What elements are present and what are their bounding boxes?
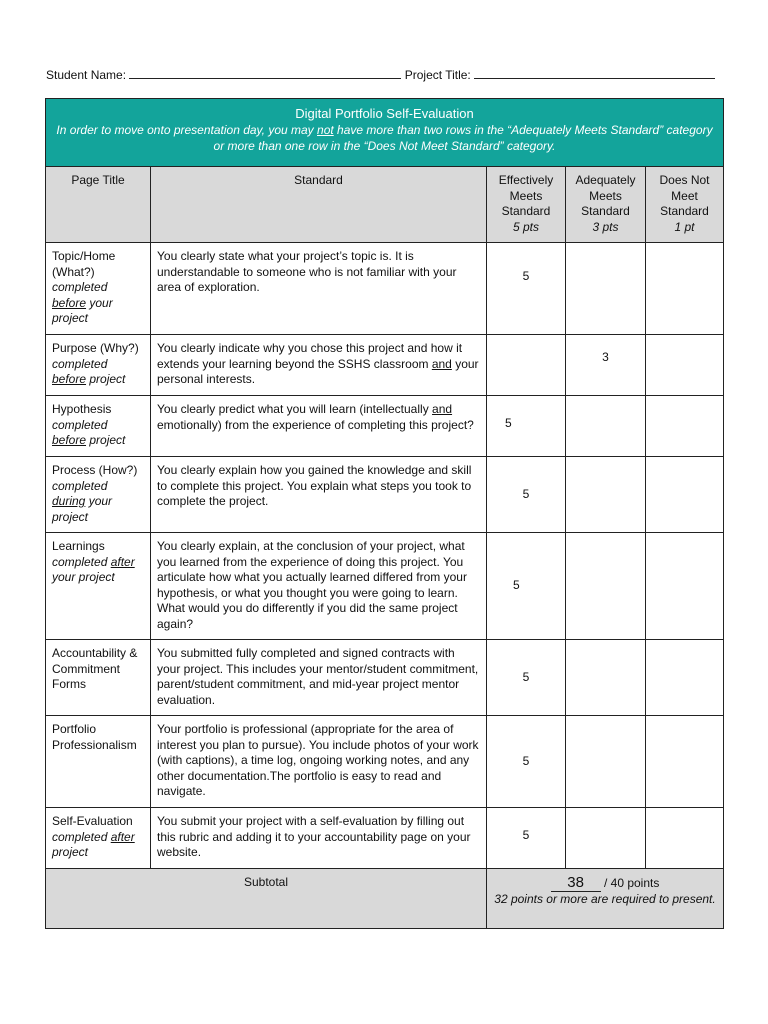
score-does-not[interactable]: [646, 396, 724, 457]
score-effectively[interactable]: 5: [487, 457, 566, 533]
row-title-cell: [46, 335, 151, 396]
col-effectively: [487, 167, 566, 243]
col-adequately-label: Adequately Meets Standard: [575, 173, 636, 218]
row-note: completed: [52, 356, 108, 371]
standard-text-1: You clearly indicate why you chose this project and how it extends your learning beyond the SSHS classroom: [157, 341, 463, 371]
standard-underlined: and: [432, 402, 453, 416]
standard-text-2: your personal interests.: [157, 356, 479, 386]
col-adequately-pts: 3 pts: [592, 219, 619, 234]
col-adequately: [566, 167, 646, 243]
row-title: Purpose (Why?): [52, 341, 139, 355]
row-note-end: your project: [52, 295, 113, 325]
col-does-not: [646, 167, 724, 243]
row-note-end: project: [86, 433, 126, 447]
score-effectively[interactable]: 5: [487, 243, 566, 335]
row-title-cell: Portfolio Professionalism: [46, 716, 151, 808]
subtotal-label: Subtotal: [46, 869, 487, 929]
score-does-not[interactable]: [646, 243, 724, 335]
row-note: completed: [52, 554, 111, 569]
row-title-cell: [46, 396, 151, 457]
row-title: Self-Evaluation: [52, 814, 133, 828]
row-note-underlined: before: [52, 372, 87, 386]
score-adequately[interactable]: [566, 808, 646, 869]
row-title-cell: Accountability & Commitment Forms: [46, 640, 151, 716]
instructions-text-2: have more than two rows in the “Adequately Meets Standard” category or more than one row in the “Does Not Meet Standard” category.: [213, 123, 713, 153]
score-effectively[interactable]: [487, 335, 566, 396]
standard-underlined: and: [431, 356, 452, 371]
score-effectively[interactable]: 5: [487, 533, 566, 640]
table-row: [46, 716, 724, 808]
table-row: [46, 457, 724, 533]
score-adequately[interactable]: 3: [566, 335, 646, 396]
score-does-not[interactable]: [646, 716, 724, 808]
row-note-end: your project: [52, 570, 115, 584]
row-note-underlined: after: [110, 829, 135, 844]
score-does-not[interactable]: [646, 335, 724, 396]
score-adequately[interactable]: [566, 640, 646, 716]
row-note: completed: [52, 829, 111, 844]
row-standard: You submitted fully completed and signed contracts with your project. This includes your mentor/student commitment, parent/student commitment, and mid-year project mentor evaluation.: [151, 640, 487, 716]
score-does-not[interactable]: [646, 533, 724, 640]
subtotal-score[interactable]: 38: [551, 875, 601, 892]
score-effectively[interactable]: 5: [487, 396, 566, 457]
standard-text-2: emotionally) from the experience of completing this project?: [157, 417, 474, 432]
row-standard: You clearly state what your project’s topic is. It is understandable to someone who is not familiar with your area of exploration.: [151, 243, 487, 335]
score-does-not[interactable]: [646, 457, 724, 533]
col-standard: Standard: [151, 167, 487, 243]
row-note-underlined: before: [52, 295, 87, 310]
row-note-end: your project: [52, 494, 113, 524]
row-note: completed: [52, 417, 108, 432]
rubric-table: [45, 98, 724, 929]
row-note-underlined: after: [110, 554, 135, 569]
subtotal-requirement: 32 points or more are required to present.: [494, 891, 716, 906]
student-name-label: Student Name:: [46, 68, 127, 82]
row-note-end: project: [86, 372, 126, 386]
score-adequately[interactable]: [566, 396, 646, 457]
score-effectively[interactable]: 5: [487, 640, 566, 716]
row-note-underlined: during: [52, 494, 86, 508]
student-name-field[interactable]: [129, 66, 401, 79]
row-title: Hypothesis: [52, 402, 112, 416]
subtotal-max: / 40 points: [600, 876, 660, 890]
table-row: [46, 243, 724, 335]
row-note-end: project: [52, 845, 89, 859]
instructions-not: not: [317, 123, 334, 137]
standard-text-1: You clearly predict what you will learn (intellectually: [157, 402, 433, 416]
score-adequately[interactable]: [566, 457, 646, 533]
row-note: completed: [52, 478, 108, 493]
table-row: [46, 396, 724, 457]
table-row: [46, 640, 724, 716]
project-title-label: Project Title:: [404, 68, 471, 82]
subtotal-row: [46, 869, 724, 929]
row-title-cell: [46, 808, 151, 869]
rubric-title: Digital Portfolio Self-Evaluation: [295, 106, 474, 121]
score-does-not[interactable]: [646, 808, 724, 869]
score-effectively[interactable]: 5: [487, 716, 566, 808]
student-info-line: [46, 66, 722, 82]
row-standard: You clearly explain, at the conclusion of your project, what you learned from the experience of doing this project. You articulate how what you actually learned differed from your hypothesis, or what you thought you were going to learn. What would you do differently if you did the same project again?: [151, 533, 487, 640]
row-title: Learnings: [52, 539, 105, 553]
row-note-underlined: before: [52, 433, 87, 447]
score-adequately[interactable]: [566, 243, 646, 335]
instructions-text-1: In order to move onto presentation day, you may: [56, 123, 318, 137]
row-standard: Your portfolio is professional (appropriate for the area of interest you plan to pursue). You include photos of your work (with captions), a time log, ongoing working notes, and any other documentation.The portfolio is easy to read and navigate.: [151, 716, 487, 808]
table-row: [46, 335, 724, 396]
row-standard: [151, 335, 487, 396]
col-effectively-label: Effectively Meets Standard: [498, 173, 554, 218]
column-header-row: [46, 167, 724, 243]
score-adequately[interactable]: [566, 533, 646, 640]
col-does-not-label: Does Not Meet Standard: [659, 173, 710, 218]
col-does-not-pts: 1 pt: [674, 219, 695, 234]
col-effectively-pts: 5 pts: [512, 219, 539, 234]
table-row: [46, 808, 724, 869]
col-page-title: Page Title: [46, 167, 151, 243]
row-standard: [151, 396, 487, 457]
score-does-not[interactable]: [646, 640, 724, 716]
rubric-banner: [46, 99, 724, 167]
row-standard: You clearly explain how you gained the knowledge and skill to complete this project. You explain what steps you took to complete the project.: [151, 457, 487, 533]
subtotal-value-cell: [487, 869, 724, 929]
row-title-cell: [46, 457, 151, 533]
score-effectively[interactable]: 5: [487, 808, 566, 869]
table-row: [46, 533, 724, 640]
row-title: Process (How?): [52, 463, 138, 477]
row-title-cell: [46, 533, 151, 640]
row-title: Topic/Home (What?): [52, 249, 116, 279]
score-adequately[interactable]: [566, 716, 646, 808]
row-standard: You submit your project with a self-evaluation by filling out this rubric and adding it to your accountability page on your website.: [151, 808, 487, 869]
rubric-instructions: [54, 122, 715, 154]
row-note: completed: [52, 280, 108, 294]
project-title-field[interactable]: [474, 66, 715, 79]
row-title-cell: [46, 243, 151, 335]
